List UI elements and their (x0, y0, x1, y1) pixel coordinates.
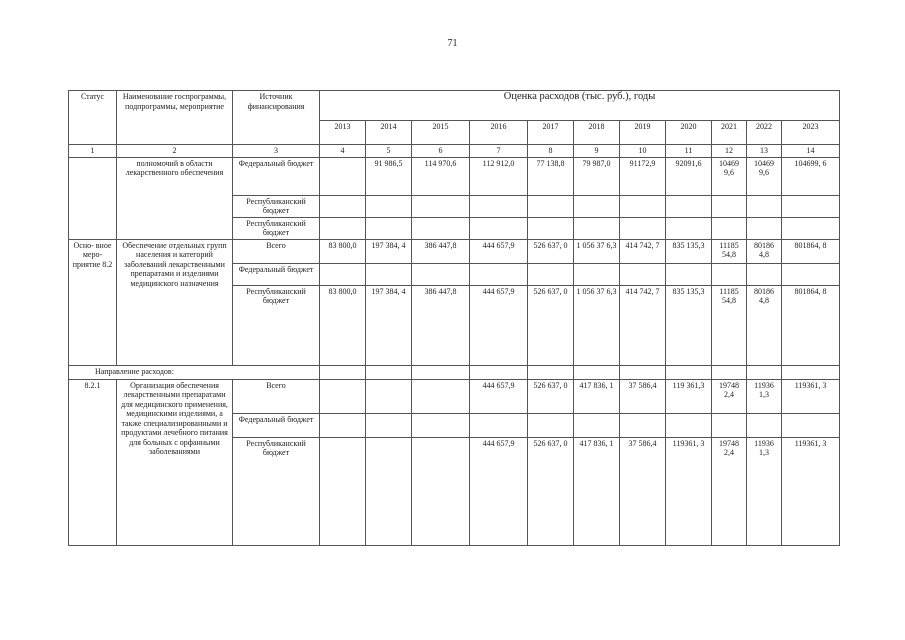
column-number: 5 (366, 145, 412, 158)
value-cell (320, 437, 366, 545)
value-cell: 119361, 3 (782, 379, 840, 413)
value-cell (320, 263, 366, 285)
value-cell (412, 379, 470, 413)
value-cell (666, 413, 712, 437)
year-header-2022: 2022 (747, 121, 782, 145)
value-cell (712, 413, 747, 437)
column-number: 7 (470, 145, 528, 158)
value-cell (366, 413, 412, 437)
header-source: Источник финансирования (233, 91, 320, 145)
header-estimate: Оценка расходов (тыс. руб.), годы (320, 91, 840, 121)
value-cell: 526 637, 0 (528, 285, 574, 365)
funding-source: Федеральный бюджет (233, 413, 320, 437)
value-cell: 801864, 8 (782, 285, 840, 365)
value-cell (412, 263, 470, 285)
column-number: 1 (69, 145, 117, 158)
value-cell: 417 836, 1 (574, 437, 620, 545)
year-header-2023: 2023 (782, 121, 840, 145)
value-cell: 526 637, 0 (528, 437, 574, 545)
value-cell (412, 437, 470, 545)
column-number: 12 (712, 145, 747, 158)
funding-source: Всего (233, 239, 320, 263)
value-cell (747, 263, 782, 285)
year-header-2013: 2013 (320, 121, 366, 145)
value-cell: 19748 2,4 (712, 379, 747, 413)
measure-name: полномочий в области лекарственного обеспечения (117, 157, 233, 239)
year-header-2016: 2016 (470, 121, 528, 145)
value-cell: 11936 1,3 (747, 437, 782, 545)
value-cell (782, 263, 840, 285)
value-cell (712, 217, 747, 239)
value-cell: 444 657,9 (470, 285, 528, 365)
empty-cell (574, 365, 620, 379)
value-cell (320, 195, 366, 217)
value-cell: 197 384, 4 (366, 285, 412, 365)
header-status: Статус (69, 91, 117, 145)
value-cell: 19748 2,4 (712, 437, 747, 545)
year-header-2018: 2018 (574, 121, 620, 145)
empty-cell (782, 365, 840, 379)
year-header-2020: 2020 (666, 121, 712, 145)
value-cell: 80186 4,8 (747, 239, 782, 263)
value-cell: 11185 54,8 (712, 239, 747, 263)
value-cell: 119 361,3 (666, 379, 712, 413)
value-cell: 10469 9,6 (747, 157, 782, 195)
value-cell (528, 195, 574, 217)
value-cell (574, 263, 620, 285)
value-cell: 83 800,0 (320, 285, 366, 365)
value-cell: 114 970,6 (412, 157, 470, 195)
value-cell (574, 217, 620, 239)
value-cell (666, 217, 712, 239)
value-cell: 92091,6 (666, 157, 712, 195)
value-cell: 91172,9 (620, 157, 666, 195)
value-cell (470, 263, 528, 285)
value-cell: 1 056 37 6,3 (574, 285, 620, 365)
funding-source: Республиканский бюджет (233, 285, 320, 365)
column-number: 11 (666, 145, 712, 158)
empty-cell (666, 365, 712, 379)
value-cell (366, 379, 412, 413)
value-cell (574, 195, 620, 217)
value-cell: 444 657,9 (470, 239, 528, 263)
value-cell (666, 263, 712, 285)
value-cell (782, 217, 840, 239)
value-cell (470, 217, 528, 239)
empty-cell (470, 365, 528, 379)
year-header-2014: 2014 (366, 121, 412, 145)
empty-cell (747, 365, 782, 379)
column-number: 14 (782, 145, 840, 158)
status-cell: Осно- вное меро- приятие 8.2 (69, 239, 117, 365)
table-row (69, 157, 840, 195)
value-cell (620, 195, 666, 217)
empty-cell (320, 365, 366, 379)
column-number: 4 (320, 145, 366, 158)
value-cell: 112 912,0 (470, 157, 528, 195)
column-number: 6 (412, 145, 470, 158)
value-cell (747, 195, 782, 217)
funding-source: Республиканский бюджет (233, 195, 320, 217)
column-number: 10 (620, 145, 666, 158)
value-cell (528, 413, 574, 437)
year-header-2017: 2017 (528, 121, 574, 145)
value-cell: 11936 1,3 (747, 379, 782, 413)
value-cell (620, 263, 666, 285)
year-header-2015: 2015 (412, 121, 470, 145)
empty-cell (528, 365, 574, 379)
budget-table (68, 90, 840, 546)
value-cell (666, 195, 712, 217)
page-number: 71 (447, 38, 458, 49)
value-cell: 197 384, 4 (366, 239, 412, 263)
value-cell: 119361, 3 (782, 437, 840, 545)
value-cell (320, 157, 366, 195)
column-number: 9 (574, 145, 620, 158)
funding-source: Республиканский бюджет (233, 217, 320, 239)
value-cell (712, 263, 747, 285)
value-cell: 37 586,4 (620, 379, 666, 413)
table-row (69, 379, 840, 413)
value-cell (747, 413, 782, 437)
value-cell (366, 195, 412, 217)
value-cell (470, 195, 528, 217)
value-cell: 526 637, 0 (528, 239, 574, 263)
header-name: Наименование госпрограммы, подпрограммы, мероприятие (117, 91, 233, 145)
empty-cell (620, 365, 666, 379)
year-header-2019: 2019 (620, 121, 666, 145)
value-cell: 526 637, 0 (528, 379, 574, 413)
table-row (69, 239, 840, 263)
value-cell: 79 987,0 (574, 157, 620, 195)
value-cell: 414 742, 7 (620, 239, 666, 263)
measure-name: Обеспечение отдельных групп населения и категорий заболеваний лекарственными препаратами и изделиями медицинского назначения (117, 239, 233, 365)
column-number: 2 (117, 145, 233, 158)
value-cell: 77 138,8 (528, 157, 574, 195)
empty-cell (712, 365, 747, 379)
column-number: 13 (747, 145, 782, 158)
funding-source: Федеральный бюджет (233, 263, 320, 285)
value-cell: 83 800,0 (320, 239, 366, 263)
value-cell: 835 135,3 (666, 239, 712, 263)
empty-cell (366, 365, 412, 379)
value-cell: 37 586,4 (620, 437, 666, 545)
value-cell (412, 217, 470, 239)
funding-source: Федеральный бюджет (233, 157, 320, 195)
value-cell: 10469 9,6 (712, 157, 747, 195)
funding-source: Всего (233, 379, 320, 413)
value-cell (470, 413, 528, 437)
value-cell (366, 263, 412, 285)
value-cell (782, 413, 840, 437)
value-cell: 835 135,3 (666, 285, 712, 365)
value-cell (620, 217, 666, 239)
value-cell: 91 986,5 (366, 157, 412, 195)
value-cell: 417 836, 1 (574, 379, 620, 413)
value-cell: 444 657,9 (470, 379, 528, 413)
year-header-2021: 2021 (712, 121, 747, 145)
value-cell (747, 217, 782, 239)
value-cell (528, 263, 574, 285)
value-cell (712, 195, 747, 217)
column-number: 8 (528, 145, 574, 158)
value-cell: 104699, 6 (782, 157, 840, 195)
measure-name: Организация обеспечения лекарственными препаратами для медицинского применения, медицинскими изделиями, а также специализированными и продуктами лечебного питания для больных с орфанными заболеваниями (117, 379, 233, 545)
value-cell (620, 413, 666, 437)
value-cell (528, 217, 574, 239)
value-cell: 801864, 8 (782, 239, 840, 263)
value-cell (412, 195, 470, 217)
value-cell: 444 657,9 (470, 437, 528, 545)
value-cell: 1 056 37 6,3 (574, 239, 620, 263)
direction-row (69, 365, 840, 379)
value-cell (320, 217, 366, 239)
value-cell (366, 217, 412, 239)
value-cell: 11185 54,8 (712, 285, 747, 365)
value-cell (320, 413, 366, 437)
empty-cell (412, 365, 470, 379)
value-cell (412, 413, 470, 437)
status-cell: 8.2.1 (69, 379, 117, 545)
value-cell: 80186 4,8 (747, 285, 782, 365)
column-number: 3 (233, 145, 320, 158)
value-cell (320, 379, 366, 413)
value-cell: 386 447,8 (412, 239, 470, 263)
value-cell (366, 437, 412, 545)
direction-label: Направление расходов: (69, 365, 320, 379)
funding-source: Республиканский бюджет (233, 437, 320, 545)
value-cell: 386 447,8 (412, 285, 470, 365)
value-cell (574, 413, 620, 437)
value-cell (782, 195, 840, 217)
value-cell: 414 742, 7 (620, 285, 666, 365)
status-cell (69, 157, 117, 239)
value-cell: 119361, 3 (666, 437, 712, 545)
